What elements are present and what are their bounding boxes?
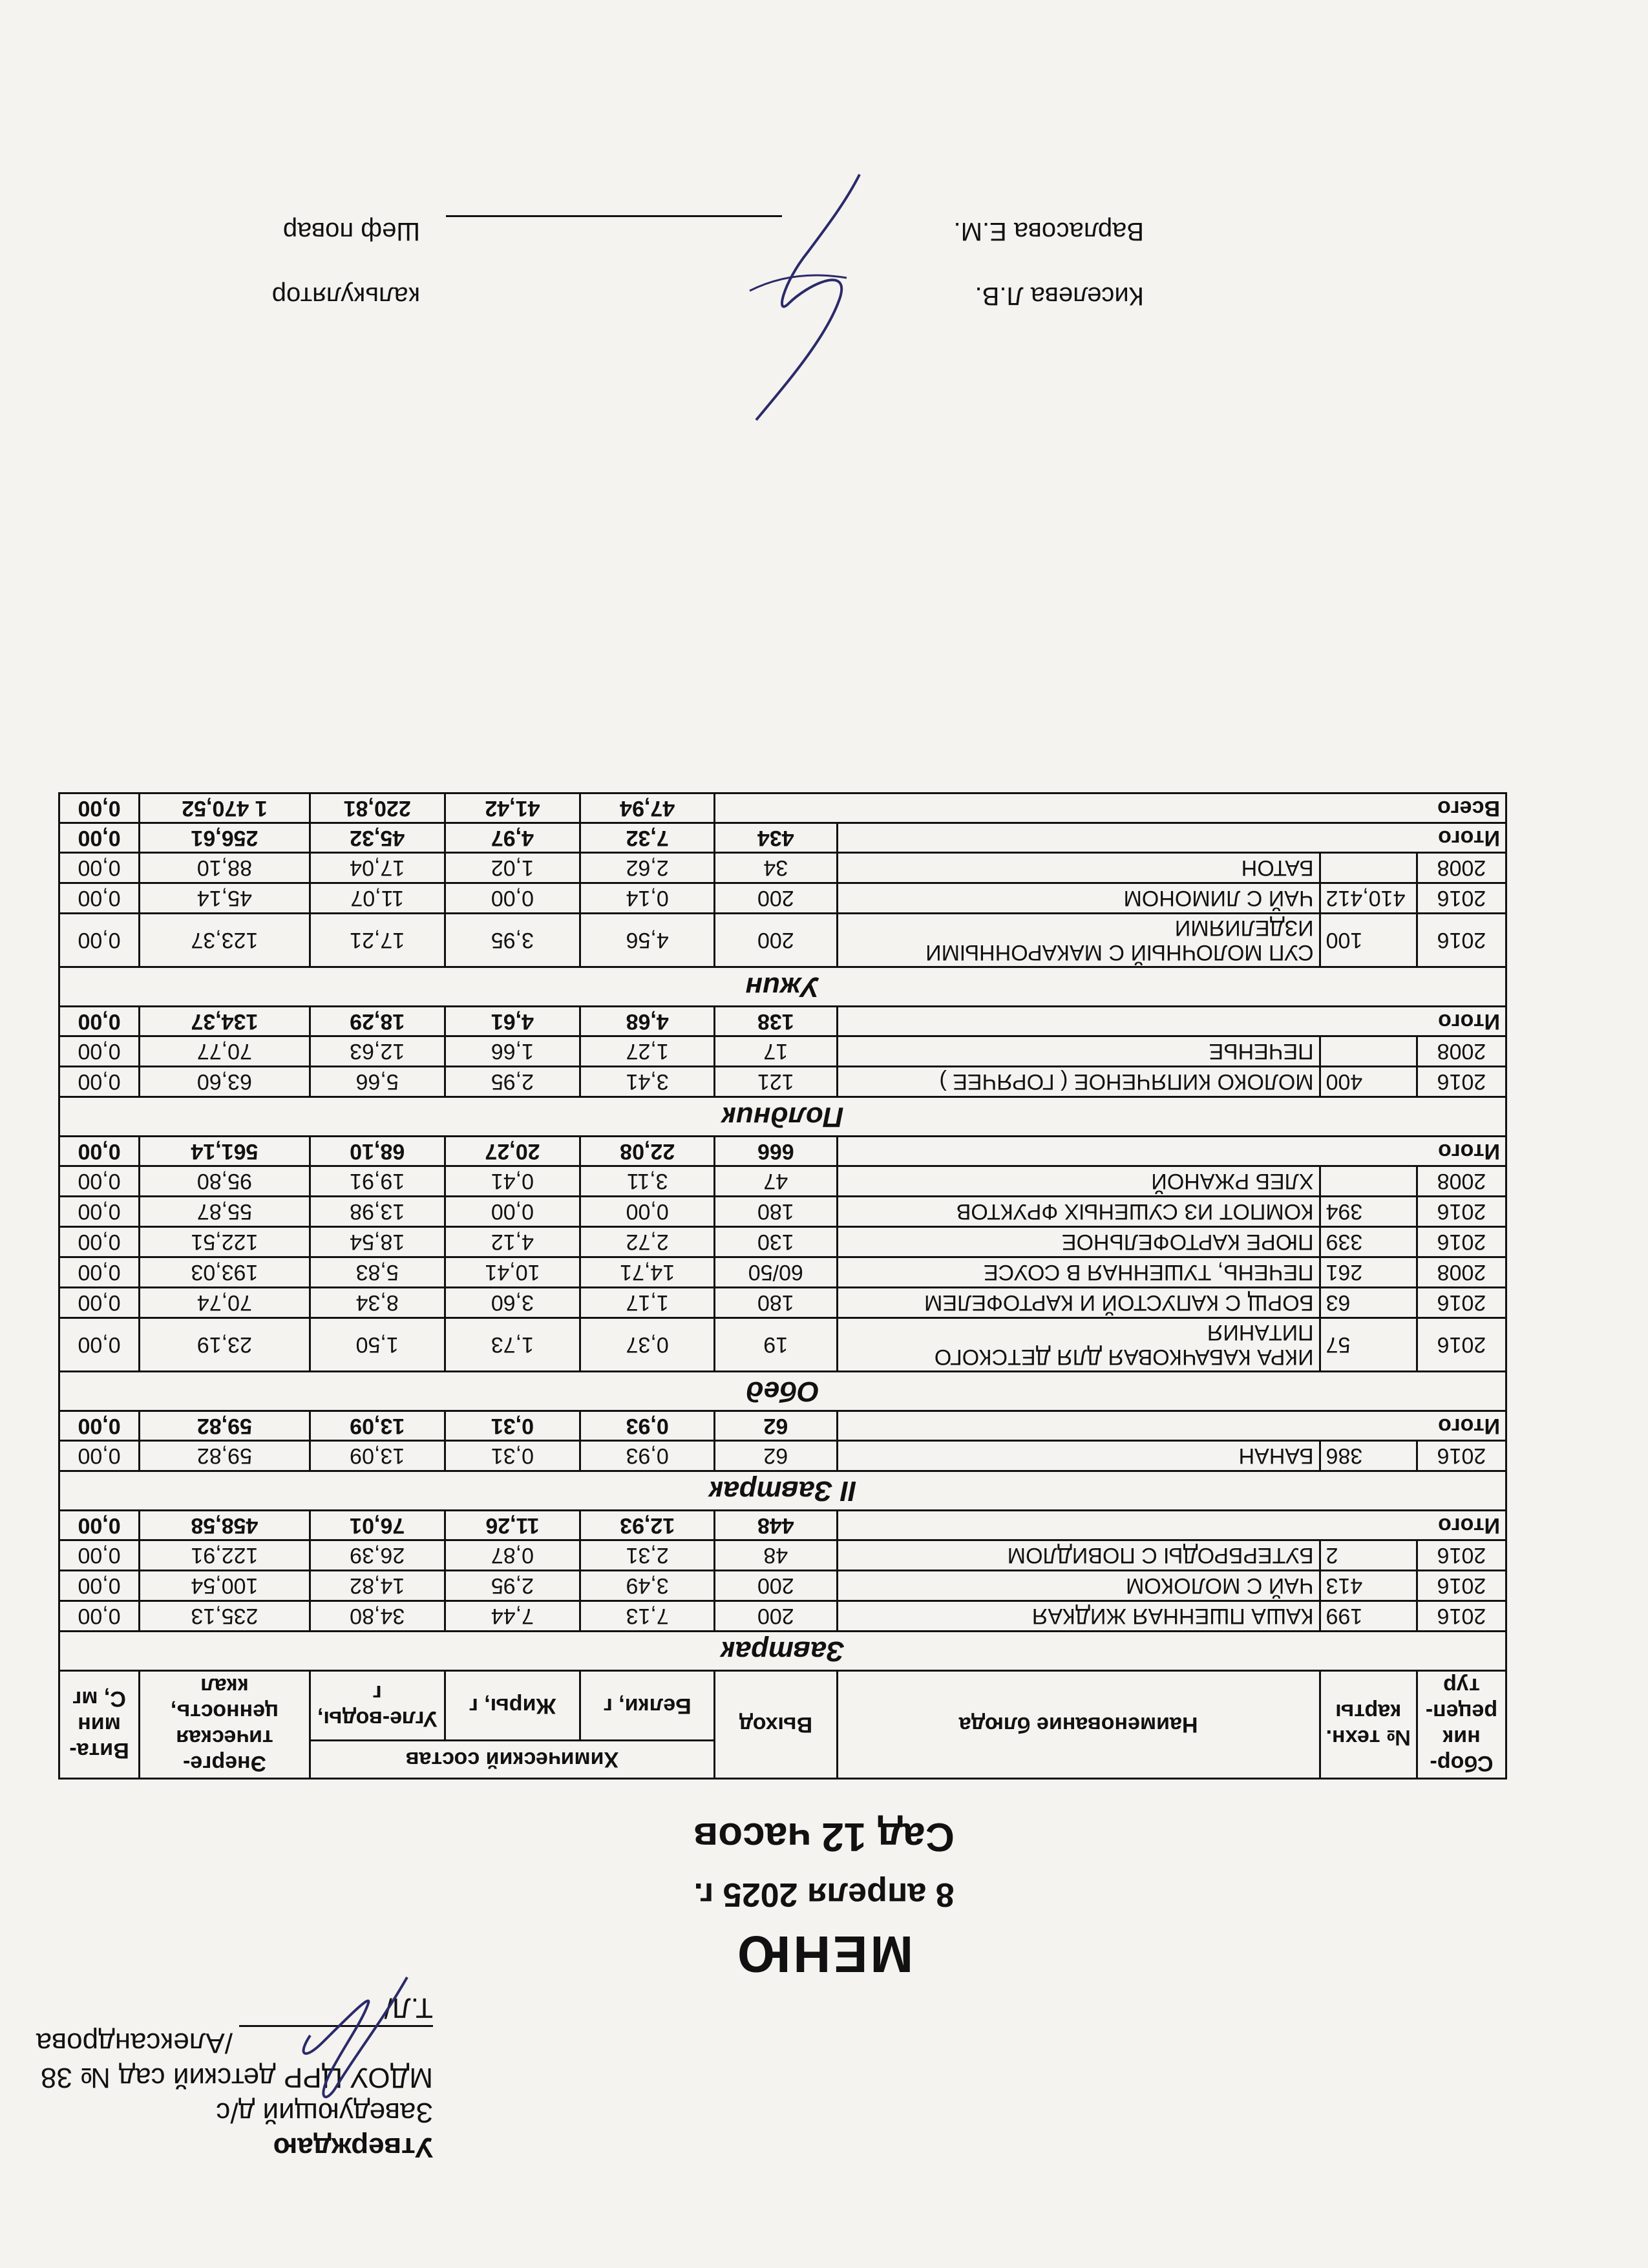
cell-output: 200 [714,1571,837,1601]
cell-dish-name: ИКРА КАБАЧКОВАЯ ДЛЯ ДЕТСКОГО ПИТАНИЯ [837,1318,1320,1372]
cell-protein: 3,11 [580,1166,715,1197]
cell-carb: 34,80 [310,1601,445,1632]
cell-vitamin: 0,00 [59,1441,140,1471]
cell-total-carb: 45,32 [310,823,445,853]
cell-energy: 122,51 [140,1227,310,1257]
cell-total-vitamin: 0,00 [59,1511,140,1540]
cell-techcard: 199 [1320,1601,1417,1632]
cell-dish-name: ПЮРЕ КАРТОФЕЛЬНОЕ [837,1227,1320,1257]
cell-fat: 10,41 [445,1257,580,1288]
cell-fat: 0,31 [445,1441,580,1471]
menu-body [59,793,1506,1671]
header-output: Выход [714,1671,837,1779]
cell-total-output: 138 [714,1007,837,1036]
cell-carb: 1,50 [310,1318,445,1372]
header-chem: Химический состав [310,1741,714,1779]
cell-carb: 19,91 [310,1166,445,1197]
cell-carb: 8,34 [310,1288,445,1318]
dish-row [59,1288,1506,1318]
cell-carb: 11,07 [310,883,445,914]
cell-total-protein: 0,93 [580,1411,715,1441]
cell-fat: 0,00 [445,883,580,914]
cell-sbornik: 2008 [1417,853,1506,883]
cell-techcard: 386 [1320,1441,1417,1471]
dish-row [59,914,1506,967]
cell-carb: 26,39 [310,1540,445,1571]
cell-dish-name: ЧАЙ С МОЛОКОМ [837,1571,1320,1601]
cell-output: 180 [714,1288,837,1318]
header-vitamin: Вита-мин С, мг [59,1671,140,1779]
cell-dish-name: БУТЕРБРОДЫ С ПОВИДЛОМ [837,1540,1320,1571]
cell-total-vitamin: 0,00 [59,1137,140,1166]
cell-techcard: 261 [1320,1257,1417,1288]
cell-vitamin: 0,00 [59,1257,140,1288]
director-signature-image [265,1964,433,2113]
cell-energy: 63,60 [140,1067,310,1097]
signature-image [730,162,885,433]
cell-sbornik: 2008 [1417,1166,1506,1197]
cell-protein: 4,56 [580,914,715,967]
cell-sbornik: 2016 [1417,1067,1506,1097]
menu-date: 8 апреля 2025 г. [693,1876,955,1913]
header-sbornik: Сбор-ник рецеп-тур [1417,1671,1506,1779]
cell-protein: 1,27 [580,1036,715,1067]
cell-fat: 3,60 [445,1288,580,1318]
calc-role: калькулятор [271,282,420,310]
cell-total-fat: 11,26 [445,1511,580,1540]
cell-total-label: Итого [837,823,1506,853]
cell-output: 121 [714,1067,837,1097]
cell-vitamin: 0,00 [59,1227,140,1257]
cell-fat: 3,95 [445,914,580,967]
meal-title: Ужин [59,967,1506,1007]
cell-total-carb: 76,01 [310,1511,445,1540]
section-total-row [59,1411,1506,1441]
cell-fat: 1,02 [445,853,580,883]
cell-total-label: Итого [837,1007,1506,1036]
cell-dish-name: КОМПОТ ИЗ СУШЕНЫХ ФРУКТОВ [837,1197,1320,1227]
cell-total-carb: 68,10 [310,1137,445,1166]
menu-table [58,792,1507,1780]
cell-total-fat: 0,31 [445,1411,580,1441]
dish-row [59,1540,1506,1571]
dish-row [59,1318,1506,1372]
cell-total-fat: 4,61 [445,1007,580,1036]
section-total-row [59,1511,1506,1540]
meal-title: II Завтрак [59,1471,1506,1511]
dish-row [59,1601,1506,1632]
cell-total-label: Итого [837,1137,1506,1166]
cell-output: 200 [714,914,837,967]
cell-fat: 0,00 [445,1197,580,1227]
menu-subtitle: Сад 12 часов [693,1814,955,1859]
dish-row [59,1571,1506,1601]
cell-vitamin: 0,00 [59,1288,140,1318]
cell-vitamin: 0,00 [59,1601,140,1632]
header-row [59,1741,1506,1779]
cell-vitamin: 0,00 [59,1067,140,1097]
section-total-row [59,1137,1506,1166]
cell-protein: 2,31 [580,1540,715,1571]
cell-grand-energy: 1 470,52 [140,793,310,823]
cell-sbornik: 2016 [1417,883,1506,914]
cell-protein: 7,13 [580,1601,715,1632]
cell-grand-carb: 220,81 [310,793,445,823]
cell-protein: 0,37 [580,1318,715,1372]
cell-output: 19 [714,1318,837,1372]
cell-total-protein: 7,32 [580,823,715,853]
cell-protein: 2,62 [580,853,715,883]
cell-fat: 2,95 [445,1067,580,1097]
cell-carb: 14,82 [310,1571,445,1601]
cell-fat: 1,66 [445,1036,580,1067]
cell-dish-name: МОЛОКО КИПЯЧЕНОЕ ( ГОРЯЧЕЕ ) [837,1067,1320,1097]
cell-energy: 23,19 [140,1318,310,1372]
cell-sbornik: 2016 [1417,1197,1506,1227]
cell-sbornik: 2016 [1417,1571,1506,1601]
cell-techcard: 100 [1320,914,1417,967]
cell-total-vitamin: 0,00 [59,1007,140,1036]
cell-vitamin: 0,00 [59,1571,140,1601]
cell-output: 200 [714,1601,837,1632]
dish-row [59,1441,1506,1471]
header-techcard: № техн. карты [1320,1671,1417,1779]
cell-energy: 70,77 [140,1036,310,1067]
cell-sbornik: 2016 [1417,1601,1506,1632]
cell-carb: 17,04 [310,853,445,883]
cell-dish-name: БАНАН [837,1441,1320,1471]
meal-header-row [59,1632,1506,1671]
cell-grand-fat: 41,42 [445,793,580,823]
grand-total-row [59,793,1506,823]
cell-energy: 70,74 [140,1288,310,1318]
meal-header-row [59,1372,1506,1411]
meal-title: Завтрак [59,1632,1506,1671]
cell-protein: 0,93 [580,1441,715,1471]
cell-fat: 4,12 [445,1227,580,1257]
cell-carb: 13,98 [310,1197,445,1227]
cell-vitamin: 0,00 [59,1540,140,1571]
meal-header-row [59,967,1506,1007]
cell-carb: 13,09 [310,1441,445,1471]
cell-sbornik: 2016 [1417,1227,1506,1257]
cell-dish-name: ЧАЙ С ЛИМОНОМ [837,883,1320,914]
approval-line-1: Заведующий д/с [216,2097,433,2128]
cell-protein: 1,17 [580,1288,715,1318]
cell-energy: 45,14 [140,883,310,914]
cell-total-output: 448 [714,1511,837,1540]
cell-total-energy: 561,14 [140,1137,310,1166]
cell-techcard [1320,1036,1417,1067]
cell-techcard: 413 [1320,1571,1417,1601]
cell-vitamin: 0,00 [59,1036,140,1067]
header-carb: Угле-воды, г [310,1671,445,1741]
meal-title: Полдник [59,1097,1506,1137]
cell-protein: 3,41 [580,1067,715,1097]
dish-row [59,1227,1506,1257]
page-title: МЕНЮ [734,1926,914,1983]
cell-output: 60/50 [714,1257,837,1288]
chef-name: Варласова Е.М. [953,217,1144,246]
cell-carb: 12,63 [310,1036,445,1067]
cell-energy: 193,03 [140,1257,310,1288]
cell-total-carb: 18,29 [310,1007,445,1036]
cell-dish-name: ПЕЧЕНЬЕ [837,1036,1320,1067]
cell-carb: 5,83 [310,1257,445,1288]
section-total-row [59,1007,1506,1036]
cell-carb: 18,54 [310,1227,445,1257]
cell-total-vitamin: 0,00 [59,823,140,853]
approval-line-2: МДОУ ЦРР детский сад № 38 [40,2062,433,2094]
cell-total-label: Итого [837,1411,1506,1441]
cell-fat: 2,95 [445,1571,580,1601]
cell-techcard: 400 [1320,1067,1417,1097]
cell-fat: 0,87 [445,1540,580,1571]
dish-row [59,1067,1506,1097]
cell-energy: 235,13 [140,1601,310,1632]
meal-title: Обед [59,1372,1506,1411]
cell-protein: 0,14 [580,883,715,914]
cell-techcard: 57 [1320,1318,1417,1372]
cell-energy: 123,37 [140,914,310,967]
calc-name: Киселева Л.В. [975,282,1144,310]
cell-dish-name: ХЛЕБ РЖАНОЙ [837,1166,1320,1197]
cell-total-output: 62 [714,1411,837,1441]
section-total-row [59,823,1506,853]
cell-dish-name: СУП МОЛОЧНЫЙ С МАКАРОННЫМИ ИЗДЕЛИЯМИ [837,914,1320,967]
dish-row [59,853,1506,883]
cell-output: 48 [714,1540,837,1571]
cell-protein: 14,71 [580,1257,715,1288]
cell-techcard: 410,412 [1320,883,1417,914]
cell-total-fat: 20,27 [445,1137,580,1166]
dish-row [59,1166,1506,1197]
cell-energy: 100,54 [140,1571,310,1601]
cell-techcard: 2 [1320,1540,1417,1571]
cell-protein: 3,49 [580,1571,715,1601]
header-name: Наименование блюда [837,1671,1320,1779]
cell-total-output: 434 [714,823,837,853]
cell-techcard: 63 [1320,1288,1417,1318]
cell-dish-name: ПЕЧЕНЬ, ТУШЕННАЯ В СОУСЕ [837,1257,1320,1288]
cell-total-carb: 13,09 [310,1411,445,1441]
cell-sbornik: 2008 [1417,1257,1506,1288]
cell-output: 34 [714,853,837,883]
cell-total-protein: 4,68 [580,1007,715,1036]
cell-techcard [1320,1166,1417,1197]
cell-grand-vitamin: 0,00 [59,793,140,823]
cell-sbornik: 2016 [1417,1540,1506,1571]
dish-row [59,1257,1506,1288]
cell-sbornik: 2016 [1417,914,1506,967]
approval-name: /Александрова Т.Л/ [36,1992,433,2059]
cell-vitamin: 0,00 [59,914,140,967]
cell-fat: 7,44 [445,1601,580,1632]
cell-techcard: 339 [1320,1227,1417,1257]
cell-carb: 17,21 [310,914,445,967]
meal-header-row [59,1097,1506,1137]
cell-output: 180 [714,1197,837,1227]
cell-total-energy: 256,61 [140,823,310,853]
meal-header-row [59,1471,1506,1511]
cell-output: 62 [714,1441,837,1471]
cell-total-vitamin: 0,00 [59,1411,140,1441]
cell-vitamin: 0,00 [59,853,140,883]
cell-protein: 0,00 [580,1197,715,1227]
cell-total-energy: 59,82 [140,1411,310,1441]
header-energy: Энерге-тическая ценность, ккал [140,1671,310,1779]
cell-vitamin: 0,00 [59,1197,140,1227]
dish-row [59,1036,1506,1067]
cell-total-output: 666 [714,1137,837,1166]
approval-heading: Утверждаю [273,2132,433,2163]
cell-total-protein: 12,93 [580,1511,715,1540]
cell-carb: 5,66 [310,1067,445,1097]
cell-sbornik: 2016 [1417,1318,1506,1372]
cell-fat: 1,73 [445,1318,580,1372]
cell-sbornik: 2016 [1417,1288,1506,1318]
header-fat: Жиры, г [445,1671,580,1741]
cell-techcard [1320,853,1417,883]
cell-techcard: 394 [1320,1197,1417,1227]
cell-dish-name: БАТОН [837,853,1320,883]
cell-fat: 0,41 [445,1166,580,1197]
cell-total-energy: 458,58 [140,1511,310,1540]
cell-protein: 2,72 [580,1227,715,1257]
cell-dish-name: КАША ПШЕННАЯ ЖИДКАЯ [837,1601,1320,1632]
cell-sbornik: 2008 [1417,1036,1506,1067]
header-protein: Белки, г [580,1671,715,1741]
cell-energy: 88,10 [140,853,310,883]
chef-role: Шеф повар [282,217,420,246]
cell-output: 130 [714,1227,837,1257]
cell-energy: 95,80 [140,1166,310,1197]
cell-output: 17 [714,1036,837,1067]
cell-total-protein: 22,08 [580,1137,715,1166]
cell-grand-protein: 47,94 [580,793,715,823]
cell-total-label: Итого [837,1511,1506,1540]
dish-row [59,883,1506,914]
cell-energy: 59,82 [140,1441,310,1471]
cell-vitamin: 0,00 [59,883,140,914]
cell-output: 200 [714,883,837,914]
dish-row [59,1197,1506,1227]
cell-vitamin: 0,00 [59,1318,140,1372]
cell-sbornik: 2016 [1417,1441,1506,1471]
cell-energy: 122,91 [140,1540,310,1571]
cell-vitamin: 0,00 [59,1166,140,1197]
cell-energy: 55,87 [140,1197,310,1227]
cell-dish-name: БОРЩ С КАПУСТОЙ И КАРТОФЕЛЕМ [837,1288,1320,1318]
cell-output: 47 [714,1166,837,1197]
cell-grand-label: Всего [714,793,1506,823]
cell-total-fat: 4,97 [445,823,580,853]
cell-total-energy: 134,37 [140,1007,310,1036]
